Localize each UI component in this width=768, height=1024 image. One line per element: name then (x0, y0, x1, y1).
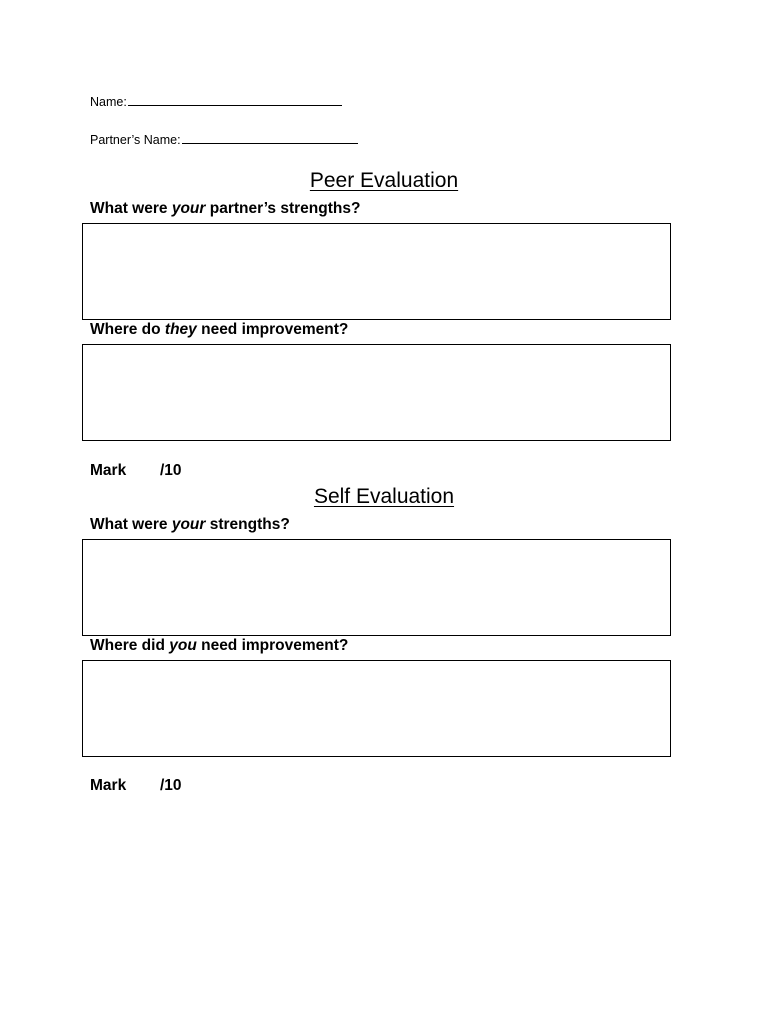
name-field-row (90, 93, 342, 109)
name-blank-line[interactable] (128, 93, 342, 106)
partner-name-blank-line[interactable] (182, 131, 358, 144)
self-strengths-answer-box[interactable] (82, 539, 671, 636)
question-text: need improvement? (196, 321, 349, 338)
question-text: What were (90, 516, 172, 533)
peer-improvement-answer-box[interactable] (82, 344, 671, 441)
self-strengths-question (90, 516, 290, 534)
question-text: Where did (90, 637, 170, 654)
self-mark-label: Mark (90, 777, 127, 794)
question-text: What were (90, 200, 172, 217)
peer-mark-label: Mark (90, 462, 127, 479)
self-evaluation-title: Self Evaluation (313, 485, 455, 508)
peer-evaluation-title: Peer Evaluation (309, 169, 459, 192)
self-mark-out-of: /10 (160, 777, 182, 794)
name-label: Name: (90, 95, 127, 109)
peer-mark-out-of: /10 (160, 462, 182, 479)
question-emphasis: they (164, 321, 197, 338)
peer-mark-row (90, 462, 182, 480)
partner-name-label: Partner’s Name: (90, 133, 181, 147)
peer-strengths-answer-box[interactable] (82, 223, 671, 320)
question-text: Where do (90, 321, 165, 338)
question-text: need improvement? (196, 637, 349, 654)
self-mark-row (90, 777, 182, 795)
question-text: partner’s strengths? (205, 200, 361, 217)
self-improvement-question (90, 637, 348, 655)
peer-strengths-question (90, 200, 360, 218)
peer-improvement-question (90, 321, 348, 339)
question-text: strengths? (205, 516, 290, 533)
self-improvement-answer-box[interactable] (82, 660, 671, 757)
question-emphasis: you (169, 637, 197, 654)
question-emphasis: your (171, 516, 206, 533)
question-emphasis: your (171, 200, 206, 217)
partner-name-field-row (90, 131, 358, 147)
